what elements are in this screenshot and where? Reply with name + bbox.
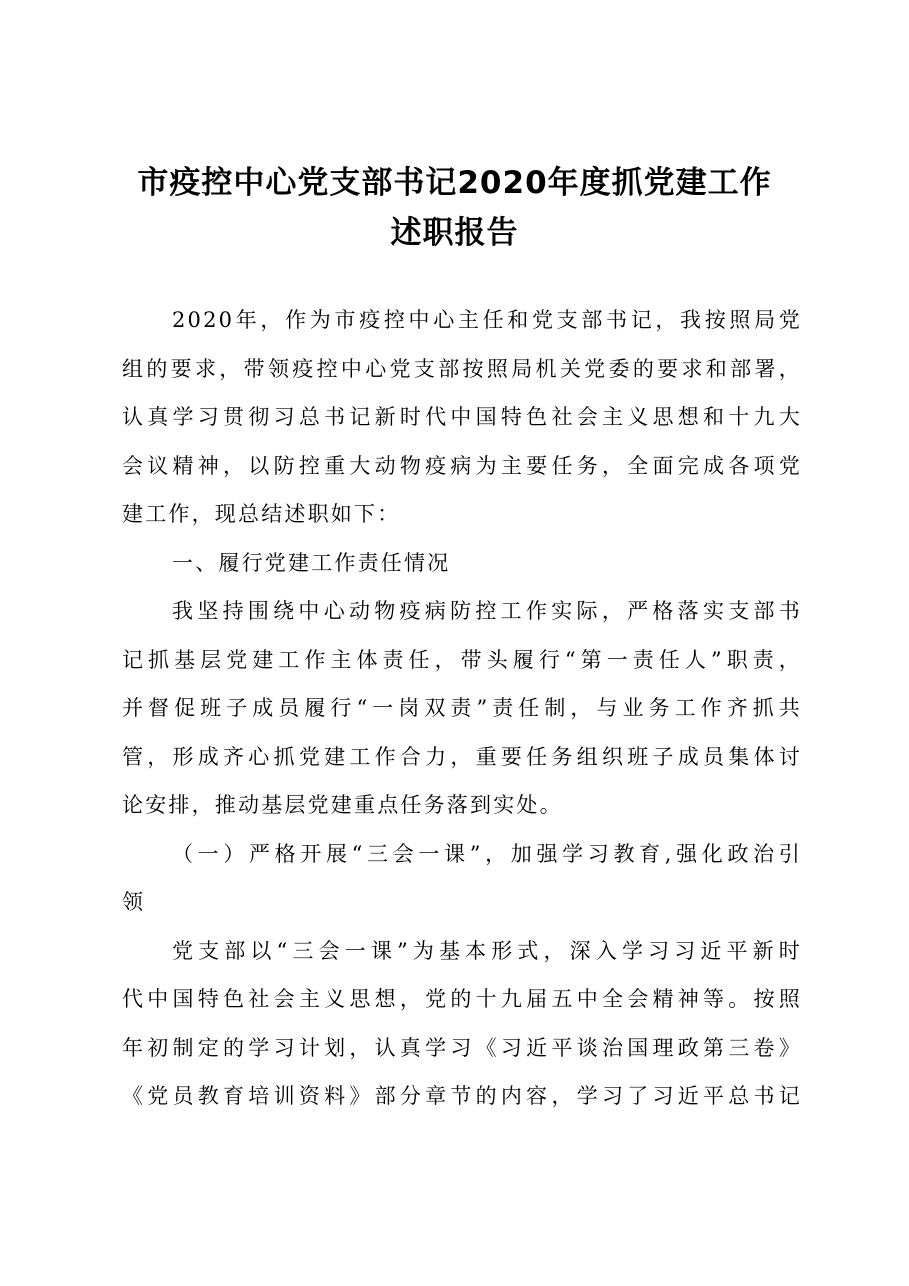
paragraph-line: 建工作，现总结述职如下： [122, 502, 401, 526]
section-heading: 一、履行党建工作责任情况 [172, 550, 451, 575]
paragraph-line: 年初制定的学习计划，认真学习《习近平谈治国理政第三卷》 [122, 1035, 802, 1060]
subsection-heading: （一）严格开展“三会一课”，加强学习教育,强化政治引 [172, 841, 802, 866]
subsection-heading: 领 [122, 890, 146, 914]
document-title-line-1: 市疫控中心党支部书记2020年度抓党建工作 [137, 165, 772, 201]
paragraph-line: 《党员教育培训资料》部分章节的内容，学习了习近平总书记 [122, 1084, 802, 1108]
paragraph-line: 组的要求，带领疫控中心党支部按照局机关党委的要求和部署， [122, 356, 802, 381]
paragraph-line: 我坚持围绕中心动物疫病防控工作实际，严格落实支部书 [172, 599, 802, 623]
paragraph-line: 论安排，推动基层党建重点任务落到实处。 [122, 793, 563, 817]
paragraph-line: 认真学习贯彻习总书记新时代中国特色社会主义思想和十九大 [122, 405, 802, 429]
paragraph-line: 管，形成齐心抓党建工作合力，重要任务组织班子成员集体讨 [122, 744, 802, 769]
paragraph-line: 党支部以“三会一课”为基本形式，深入学习习近平新时 [172, 938, 802, 963]
paragraph-line: 并督促班子成员履行“一岗双责”责任制，与业务工作齐抓共 [122, 696, 802, 720]
document-title-line-2: 述职报告 [390, 215, 519, 251]
paragraph-line: 代中国特色社会主义思想，党的十九届五中全会精神等。按照 [122, 987, 802, 1011]
paragraph-intro [122, 296, 802, 1121]
paragraph-line: 2020年，作为市疫控中心主任和党支部书记，我按照局党 [172, 308, 802, 332]
paragraph-line: 记抓基层党建工作主体责任，带头履行“第一责任人”职责， [122, 647, 802, 672]
paragraph-line: 会议精神，以防控重大动物疫病为主要任务，全面完成各项党 [122, 453, 802, 478]
